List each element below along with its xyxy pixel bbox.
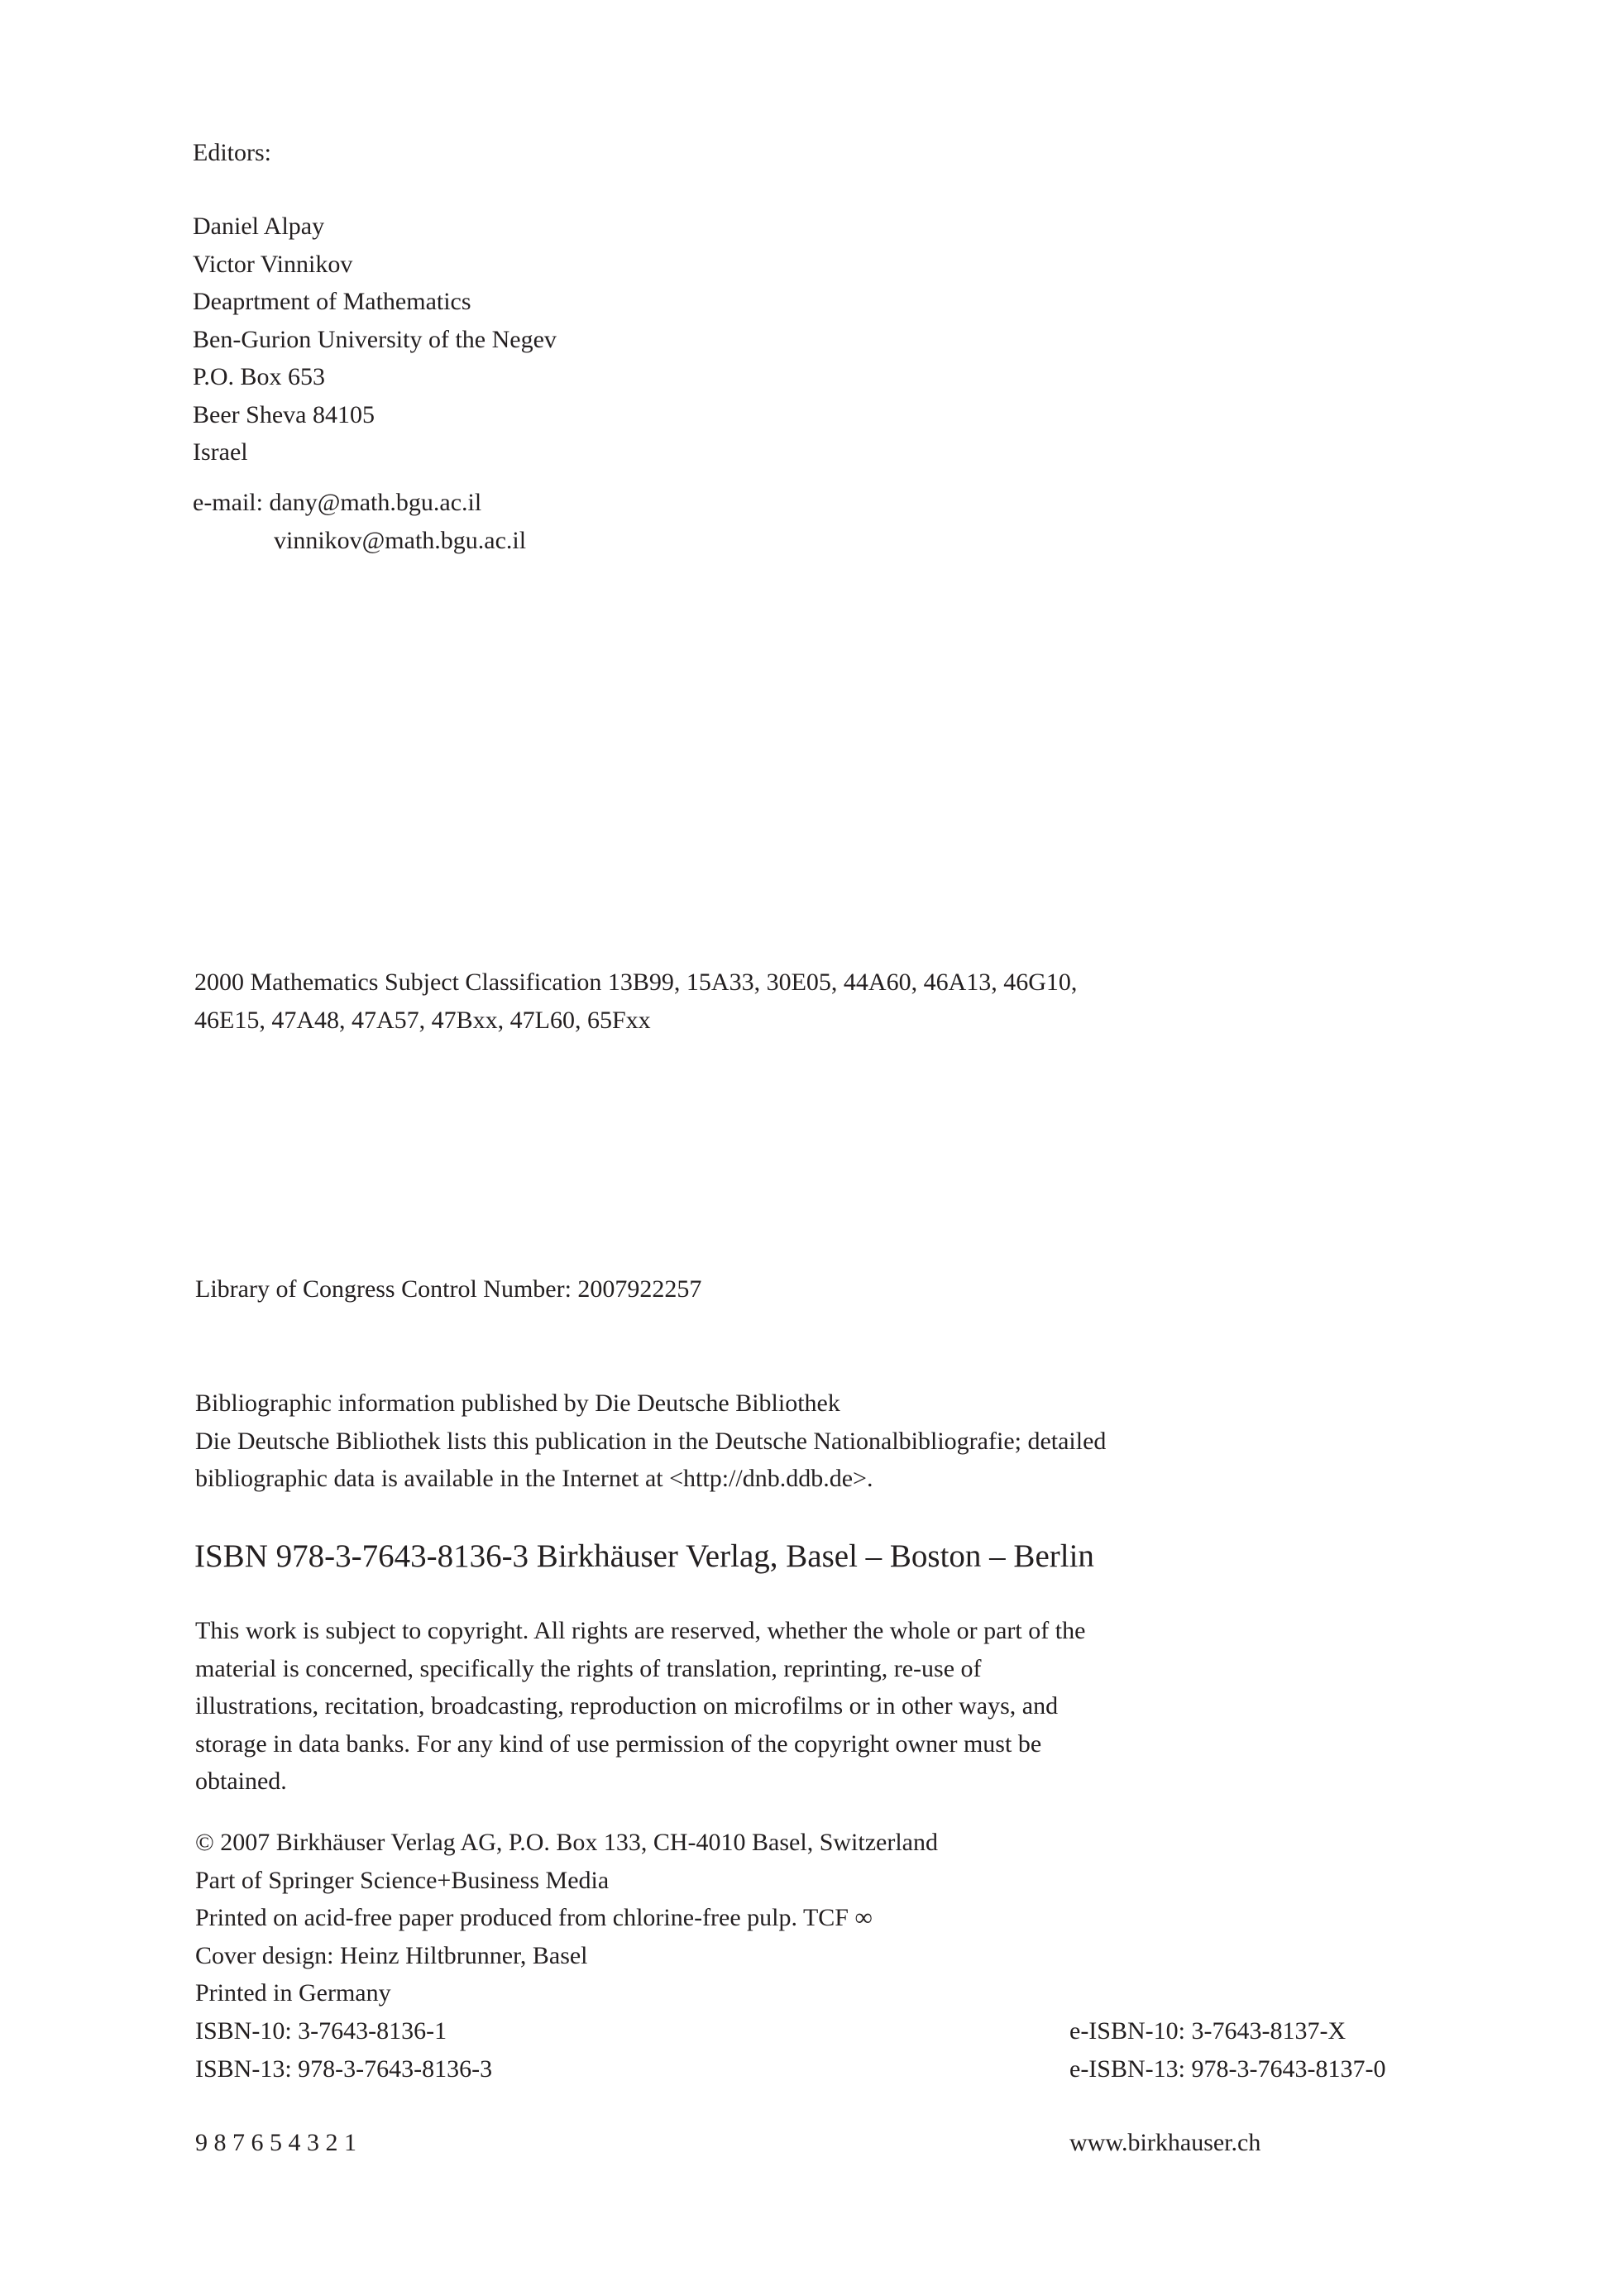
print-numbers: 9 8 7 6 5 4 3 2 1 <box>195 2129 356 2156</box>
bibliographic-line: Bibliographic information published by Die Deutsche Bibliothek <box>195 1390 840 1417</box>
classification-line: 2000 Mathematics Subject Classification 13B99, 15A33, 30E05, 44A60, 46A13, 46G10, <box>194 969 1078 996</box>
isbn-13: ISBN-13: 978-3-7643-8136-3 <box>195 2054 493 2083</box>
e-isbn-10: e-ISBN-10: 3-7643-8137-X <box>1069 2017 1347 2045</box>
imprint-line: Printed on acid-free paper produced from chlorine-free pulp. TCF ∞ <box>195 1904 873 1931</box>
editors-heading: Editors: <box>193 139 271 166</box>
address-line: Deaprtment of Mathematics <box>193 288 471 315</box>
email-line: vinnikov@math.bgu.ac.il <box>274 526 527 554</box>
bibliographic-line: Die Deutsche Bibliothek lists this publication in the Deutsche Nationalbibliografie; detailed <box>195 1427 1107 1455</box>
imprint-line: Part of Springer Science+Business Media <box>195 1866 610 1894</box>
editors-block <box>193 134 271 172</box>
copyright-line: This work is subject to copyright. All rights are reserved, whether the whole or part of the <box>195 1617 1086 1644</box>
address-line: P.O. Box 653 <box>193 363 326 390</box>
email-line: e-mail: dany@math.bgu.ac.il <box>193 489 482 516</box>
classification-line: 46E15, 47A48, 47A57, 47Bxx, 47L60, 65Fxx <box>194 1006 651 1034</box>
imprint-line: Cover design: Heinz Hiltbrunner, Basel <box>195 1941 588 1969</box>
address-line: Beer Sheva 84105 <box>193 400 375 428</box>
isbn-10: ISBN-10: 3-7643-8136-1 <box>195 2017 447 2045</box>
isbn-print <box>195 2012 492 2088</box>
isbn-main <box>194 1537 1094 1576</box>
imprint-line: Printed in Germany <box>195 1979 391 2007</box>
loc-control-number <box>195 1270 701 1308</box>
editor-name: Victor Vinnikov <box>193 250 353 278</box>
isbn-main-line: ISBN 978-3-7643-8136-3 Birkhäuser Verlag, Basel – Boston – Berlin <box>194 1538 1094 1574</box>
subject-classification <box>194 964 1077 1039</box>
copyright-line: obtained. <box>195 1767 287 1795</box>
imprint <box>195 1824 938 2012</box>
copyright-line: material is concerned, specifically the rights of translation, reprinting, re-use of <box>195 1654 982 1682</box>
copyright-notice <box>195 1612 1085 1801</box>
bibliographic-info <box>195 1385 1106 1498</box>
e-isbn-13: e-ISBN-13: 978-3-7643-8137-0 <box>1069 2054 1386 2083</box>
editors-email <box>193 484 526 559</box>
copyright-line: storage in data banks. For any kind of use permission of the copyright owner must be <box>195 1729 1042 1758</box>
address-line: Ben-Gurion University of the Negev <box>193 325 557 353</box>
isbn-electronic <box>1069 2012 1385 2088</box>
editors-names-address <box>193 208 557 471</box>
imprint-line: © 2007 Birkhäuser Verlag AG, P.O. Box 133, CH-4010 Basel, Switzerland <box>195 1829 938 1856</box>
address-line: Israel <box>193 438 248 466</box>
bibliographic-line: bibliographic data is available in the Internet at <http://dnb.ddb.de>. <box>195 1465 873 1492</box>
editor-name: Daniel Alpay <box>193 213 325 240</box>
copyright-line: illustrations, recitation, broadcasting, reproduction on microfilms or in other ways, and <box>195 1692 1059 1720</box>
print-number-line <box>195 2124 356 2162</box>
website-link: www.birkhauser.ch <box>1069 2129 1261 2156</box>
loc-line: Library of Congress Control Number: 2007922257 <box>195 1275 702 1303</box>
publisher-website <box>1069 2124 1260 2162</box>
